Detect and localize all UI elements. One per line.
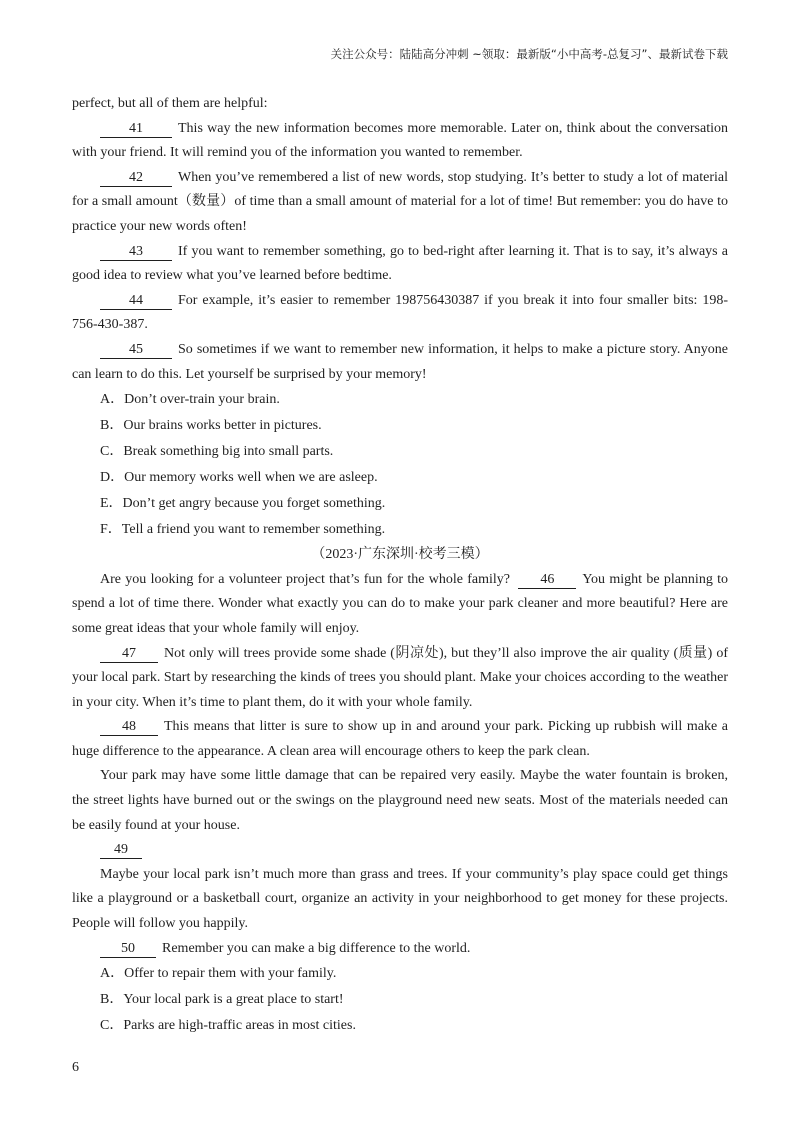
option-a: A．Don’t over-train your brain. bbox=[100, 392, 280, 408]
question-47 bbox=[72, 642, 728, 716]
answer-blank-48[interactable]: 48 bbox=[100, 718, 158, 736]
passage-intro bbox=[72, 568, 728, 642]
option-f: F．Tell a friend you want to remember something. bbox=[100, 522, 386, 538]
option-a-2: A．Offer to repair them with your family. bbox=[100, 966, 337, 982]
question-text: Remember you can make a big difference to the world. bbox=[162, 940, 471, 956]
answer-blank-49[interactable]: 49 bbox=[100, 841, 142, 859]
page-number: 6 bbox=[72, 1060, 79, 1075]
answer-blank-47[interactable]: 47 bbox=[100, 645, 158, 663]
question-text: When you’ve remembered a list of new words, stop studying. It’s better to study a lot of material for a small amount（数量）of time than a small amount of material for a lot of time! But remember: you do have to practice your new words often! bbox=[72, 169, 728, 234]
option-d: D．Our memory works well when we are asleep. bbox=[100, 470, 378, 486]
passage-maybe: Maybe your local park isn’t much more than grass and trees. If your community’s play space could get things like a playground or a basketball court, organize an activity in your neighborhood to get money for these projects. People will follow you happily. bbox=[72, 866, 728, 932]
answer-blank-41[interactable]: 41 bbox=[100, 120, 172, 138]
question-44 bbox=[72, 289, 728, 338]
question-50 bbox=[72, 937, 728, 962]
option-b: B．Our brains works better in pictures. bbox=[100, 418, 322, 434]
question-42 bbox=[72, 166, 728, 240]
question-text: This way the new information becomes more memorable. Later on, think about the conversation with your friend. It will remind you of the information you wanted to remember. bbox=[72, 120, 728, 161]
question-41 bbox=[72, 117, 728, 166]
intro-tail: perfect, but all of them are helpful: bbox=[72, 96, 268, 111]
question-49 bbox=[72, 838, 728, 863]
question-45 bbox=[72, 338, 728, 387]
question-text: Not only will trees provide some shade (阴凉处), but they’ll also improve the air quality (质量) of your local park. Start by researching the kinds of trees you should plant. Make your choices according to the weather in your city. When it’s time to plant them, do it with your whole family. bbox=[72, 645, 728, 710]
question-text: So sometimes if we want to remember new information, it helps to make a picture story. Anyone can learn to do this. Let yourself be surprised by your memory! bbox=[72, 341, 728, 382]
question-43 bbox=[72, 240, 728, 289]
option-e: E．Don’t get angry because you forget something. bbox=[100, 496, 386, 512]
passage-damage: Your park may have some little damage that can be repaired very easily. Maybe the water fountain is broken, the street lights have burned out or the swings on the playground need new seats. Most of the materials needed can be easily found at your house. bbox=[72, 768, 728, 833]
option-b-2: B．Your local park is a great place to start! bbox=[100, 992, 344, 1008]
answer-blank-43[interactable]: 43 bbox=[100, 243, 172, 261]
question-text: If you want to remember something, go to bed-right after learning it. That is to say, it’s always a good idea to review what you’ve learned before bedtime. bbox=[72, 243, 728, 284]
answer-blank-44[interactable]: 44 bbox=[100, 292, 172, 310]
answer-blank-46[interactable]: 46 bbox=[518, 571, 576, 589]
passage-text: Are you looking for a volunteer project that’s fun for the whole family? bbox=[100, 571, 511, 587]
page-header: 关注公众号：陆陆高分冲刺 ~领取：最新版“小中高考-总复习”、最新试卷下载 bbox=[330, 47, 728, 61]
answer-blank-42[interactable]: 42 bbox=[100, 169, 172, 187]
source-label: （2023·广东深圳·校考三模） bbox=[311, 547, 489, 563]
answer-blank-50[interactable]: 50 bbox=[100, 940, 156, 958]
passage-text: You might be planning to spend a lot of time there. Wonder what exactly you can do to make your park cleaner and more beautiful? Here are some great ideas that your whole family will enjoy. bbox=[72, 571, 729, 636]
answer-blank-45[interactable]: 45 bbox=[100, 341, 172, 359]
option-c: C．Break something big into small parts. bbox=[100, 444, 334, 460]
question-text: This means that litter is sure to show up in and around your park. Picking up rubbish will make a huge difference to the appearance. A clean area will encourage others to keep the park clean. bbox=[72, 719, 728, 759]
option-c-2: C．Parks are high-traffic areas in most cities. bbox=[100, 1018, 356, 1034]
question-48 bbox=[72, 715, 728, 764]
document-body bbox=[72, 92, 728, 1039]
question-text: For example, it’s easier to remember 198756430387 if you break it into four smaller bits: 198-756-430-387. bbox=[72, 292, 728, 333]
